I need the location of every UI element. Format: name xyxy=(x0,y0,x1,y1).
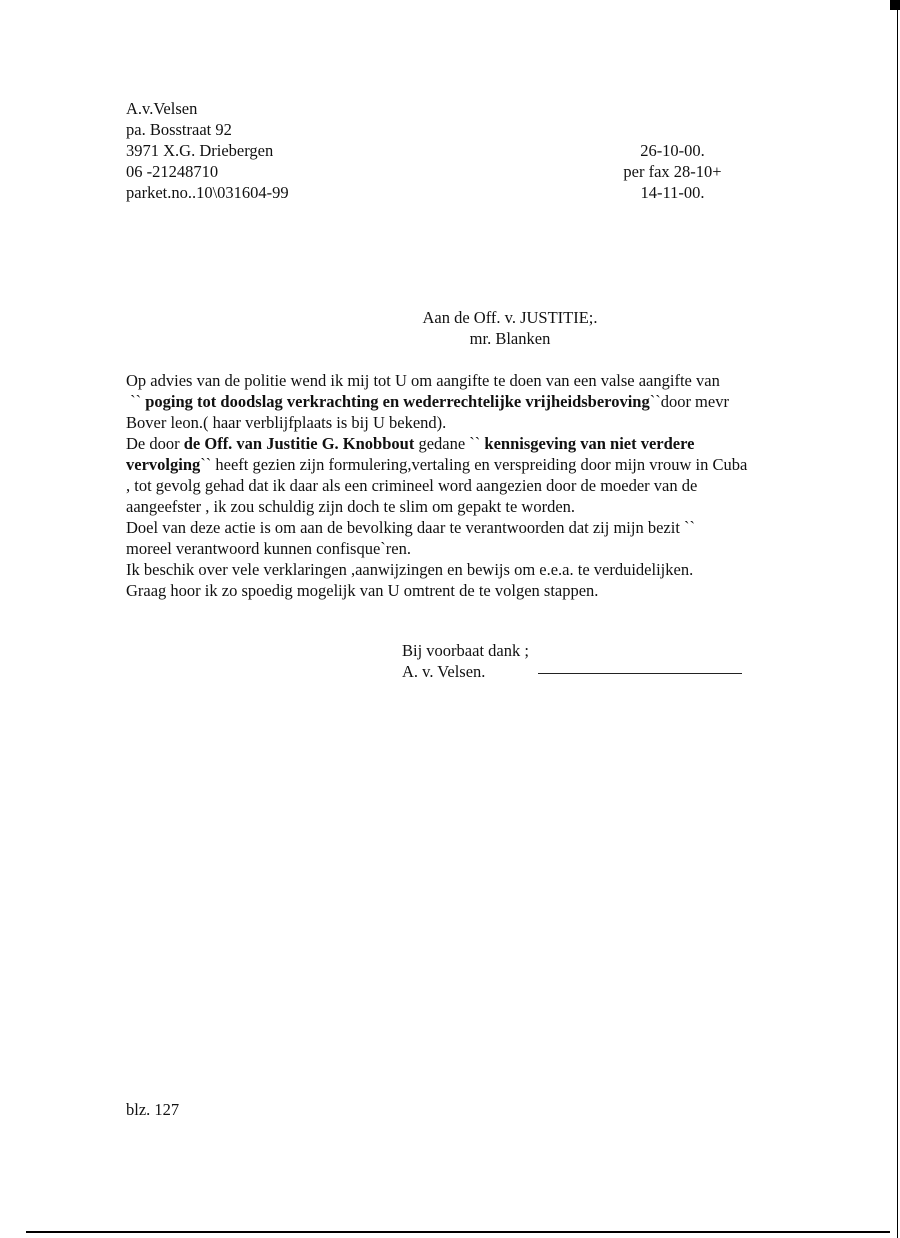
closing-thanks: Bij voorbaat dank ; xyxy=(402,641,529,660)
bold-phrase: de Off. van Justitie G. Knobbout xyxy=(183,434,415,453)
scan-corner-mark xyxy=(890,0,900,10)
closing-block xyxy=(402,640,529,682)
sender-address-line-1: pa. Bosstraat 92 xyxy=(126,120,232,139)
body-line: aangeefster , ik zou schuldig zijn doch te slim om gepakt te worden. xyxy=(126,497,576,516)
closing-signature-name: A. v. Velsen. xyxy=(402,662,486,681)
body-text: `` heeft gezien zijn formulering,vertaling en verspreiding door mijn vrouw in Cuba xyxy=(200,455,748,474)
sender-phone: 06 -21248710 xyxy=(126,162,219,181)
sender-reference: parket.no..10\031604-99 xyxy=(126,183,289,202)
body-text: ``door mevr xyxy=(649,392,729,411)
body-text: De door xyxy=(126,434,184,453)
body-line: Op advies van de politie wend ik mij tot U om aangifte te doen van een valse aangifte van xyxy=(126,371,720,390)
body-line: Doel van deze actie is om aan de bevolking daar te verantwoorden dat zij mijn bezit `` xyxy=(126,518,696,537)
date-2: per fax 28-10+ xyxy=(623,162,722,181)
quote-mark: `` xyxy=(130,392,146,411)
body-line: moreel verantwoord kunnen confisque`ren. xyxy=(126,539,411,558)
letter-body xyxy=(126,370,796,601)
addressee-line-1: Aan de Off. v. JUSTITIE;. xyxy=(422,308,598,327)
body-line: Bover leon.( haar verblijfplaats is bij U bekend). xyxy=(126,413,447,432)
sender-address-line-2: 3971 X.G. Driebergen xyxy=(126,141,274,160)
date-1: 26-10-00. xyxy=(640,141,705,160)
scan-edge-right xyxy=(897,0,898,1238)
body-line xyxy=(126,433,796,454)
bold-phrase: kennisgeving van niet verdere xyxy=(484,434,695,453)
scan-edge-bottom xyxy=(26,1231,890,1233)
addressee-line-2: mr. Blanken xyxy=(469,329,551,348)
addressee-block xyxy=(380,307,640,349)
dates-block xyxy=(600,140,745,203)
body-line: Graag hoor ik zo spoedig mogelijk van U omtrent de te volgen stappen. xyxy=(126,581,599,600)
date-3: 14-11-00. xyxy=(640,183,705,202)
bold-phrase: vervolging xyxy=(126,455,201,474)
signature-line xyxy=(538,673,742,674)
body-line: , tot gevolg gehad dat ik daar als een crimineel word aangezien door de moeder van de xyxy=(126,476,698,495)
sender-name: A.v.Velsen xyxy=(126,99,198,118)
body-line xyxy=(126,454,796,475)
body-line xyxy=(126,391,796,412)
body-text: gedane `` xyxy=(414,434,485,453)
sender-block xyxy=(126,98,289,203)
bold-phrase: poging tot doodslag verkrachting en wederrechtelijke vrijheidsberoving xyxy=(145,392,650,411)
page-number: blz. 127 xyxy=(126,1100,180,1119)
body-line: Ik beschik over vele verklaringen ,aanwijzingen en bewijs om e.e.a. te verduidelijken. xyxy=(126,560,694,579)
